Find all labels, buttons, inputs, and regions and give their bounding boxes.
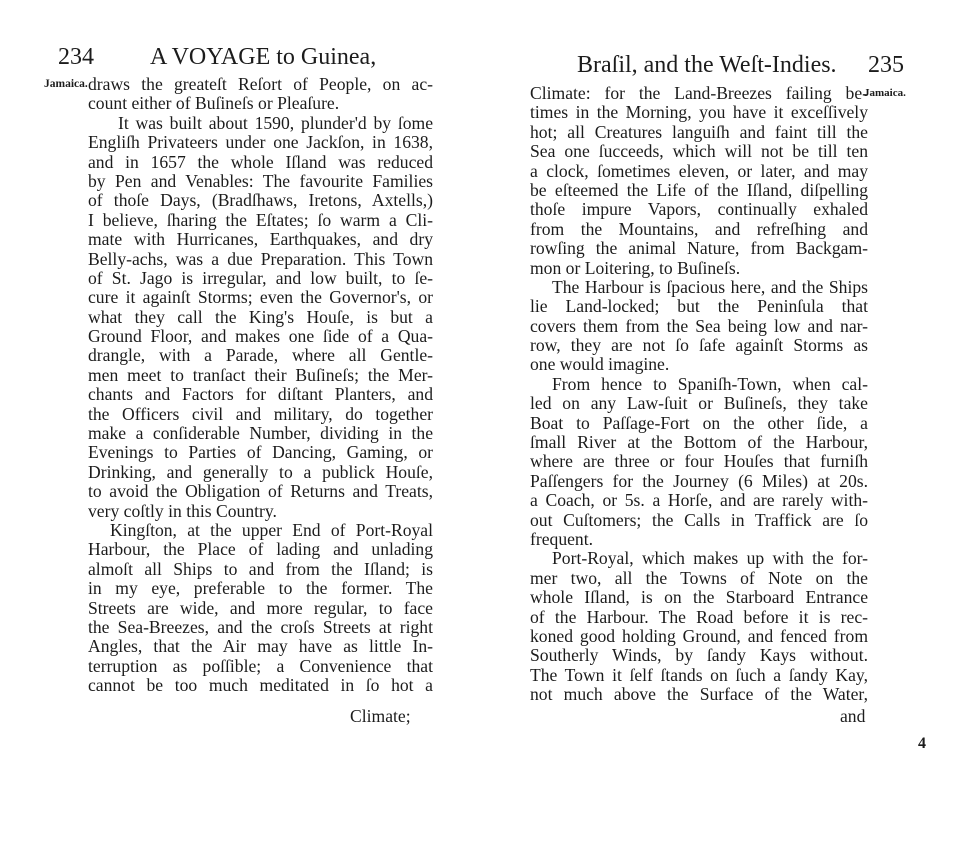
text-line: cure it againſt Storms; even the Governor's, or (88, 287, 433, 308)
text-line: whole Iſland, is on the Starboard Entrance (530, 587, 868, 608)
text-line: terruption as poſſible; a Convenience that (88, 655, 433, 676)
text-line: make a conſiderable Number, dividing in the (88, 423, 433, 444)
text-line: I believe, ſharing the Eſtates; ſo warm a Cli- (88, 209, 433, 230)
text-line: row, they are not ſo ſafe againſt Storms as (530, 335, 868, 356)
marginal-note: Jamaica. (864, 87, 906, 99)
text-line: Kingſton, at the upper End of Port-Royal (110, 519, 433, 540)
text-line: ſmall River at the Bottom of the Harbour, (530, 432, 868, 453)
text-line: Evenings to Parties of Dancing, Gaming, or (88, 442, 433, 463)
signature-mark: 4 (918, 735, 926, 752)
text-line: draws the greateſt Reſort of People, on ac- (88, 74, 433, 94)
text-line: Angles, that the Air may have as little In- (88, 636, 433, 657)
text-line: a Coach, or 5s. a Horſe, and are rarely with- (530, 490, 868, 511)
catchword: Climate; (350, 706, 411, 726)
running-head: A VOYAGE to Guinea, (150, 44, 377, 70)
text-line: Belly-achs, was a due Preparation. This Town (88, 248, 433, 269)
text-line: Climate: for the Land-Breezes failing be- (530, 83, 868, 103)
text-line: from the Mountains, and refreſhing and (530, 218, 868, 239)
text-line: be eſteemed the Life of the Iſland, diſpelling (530, 179, 868, 200)
text-line: by Pen and Venables: The favourite Families (88, 170, 433, 191)
text-line: cannot be too much meditated in ſo hot a (88, 675, 433, 696)
text-line: mate with Hurricanes, Earthquakes, and dry (88, 229, 433, 250)
body-text (530, 84, 868, 705)
text-line: very coſtly in this Country. (88, 500, 277, 521)
text-line: of thoſe Days, (Bradſhaws, Iretons, Axtells,) (88, 190, 433, 211)
text-line: what they call the King's Houſe, is but a (88, 306, 433, 327)
text-line: rowſing the animal Nature, from Backgam- (530, 238, 868, 259)
text-line: the Officers civil and military, do together (88, 403, 433, 424)
body-text (88, 75, 433, 696)
text-line: out Cuſtomers; the Calls in Traffick are ſo (530, 509, 868, 530)
text-line: covers them from the Sea being low and nar- (530, 315, 868, 336)
text-line: hot; all Creatures languiſh and faint till the (530, 121, 868, 142)
text-line: Drinking, and generally to a publick Houſe, (88, 461, 433, 482)
text-line: Port-Royal, which makes up with the for- (552, 548, 868, 569)
text-line: The Harbour is ſpacious here, and the Ships (552, 276, 868, 297)
text-line: lie Land-locked; but the Peninſula that (530, 296, 868, 317)
text-line: Ground Floor, and makes one ſide of a Qua- (88, 326, 433, 347)
text-line: Southerly Winds, by ſandy Kays without. (530, 645, 868, 666)
text-line: of St. Jago is irregular, and low built, to ſe- (88, 267, 433, 288)
right-page (490, 0, 980, 851)
page-number: 234 (58, 44, 94, 70)
text-line: of the Harbour. The Road before it is rec- (530, 606, 868, 627)
text-line: not much above the Surface of the Water, (530, 684, 868, 705)
text-line: koned good holding Ground, and fenced from (530, 625, 868, 646)
text-line: the Sea-Breezes, and the croſs Streets at right (88, 616, 433, 637)
text-line: times in the Morning, you have it exceſſively (530, 102, 868, 123)
text-line: led on any Law-ſuit or Buſineſs, they take (530, 393, 868, 414)
text-line: chants and Factors for diſtant Planters, and (88, 384, 433, 405)
text-line: mer two, all the Towns of Note on the (530, 567, 868, 588)
text-line: count either of Buſineſs or Pleaſure. (88, 93, 340, 114)
marginal-note: Jamaica. (44, 78, 88, 90)
text-line: The Town it ſelf ſtands on ſuch a ſandy Kay, (530, 664, 868, 685)
text-line: From hence to Spaniſh-Town, when cal- (552, 373, 868, 394)
text-line: almoſt all Ships to and from the Iſland; is (88, 558, 433, 579)
text-line: in my eye, preferable to the former. The (88, 578, 433, 599)
text-line: drangle, with a Parade, where all Gentle- (88, 345, 433, 366)
text-line: frequent. (530, 528, 594, 549)
text-line: Engliſh Privateers under one Jackſon, in 1638, (88, 132, 433, 153)
text-line: Harbour, the Place of lading and unlading (88, 539, 433, 560)
text-line: and in 1657 the whole Iſland was reduced (88, 151, 433, 172)
text-line: one would imagine. (530, 354, 670, 375)
page-number: 235 (868, 52, 904, 78)
text-line: thoſe impure Vapors, continually exhaled (530, 199, 868, 220)
text-line: a clock, ſometimes eleven, or later, and may (530, 160, 868, 181)
text-line: mon or Loitering, to Buſineſs. (530, 257, 741, 278)
running-head: Braſil, and the Weſt-Indies. (577, 52, 837, 78)
text-line: Boat to Paſſage-Fort on the other ſide, a (530, 412, 868, 433)
text-line: Paſſengers for the Journey (6 Miles) at 20s. (530, 470, 868, 491)
text-line: to avoid the Obligation of Returns and Treats, (88, 481, 433, 502)
text-line: Streets are wide, and more regular, to face (88, 597, 433, 618)
text-line: men meet to tranſact their Buſineſs; the Mer- (88, 364, 433, 385)
text-line: Sea one ſucceeds, which will not be till ten (530, 141, 868, 162)
text-line: where are three or four Houſes that furniſh (530, 451, 868, 472)
text-line: It was built about 1590, plunder'd by ſome (118, 112, 433, 133)
catchword: and (840, 706, 866, 726)
